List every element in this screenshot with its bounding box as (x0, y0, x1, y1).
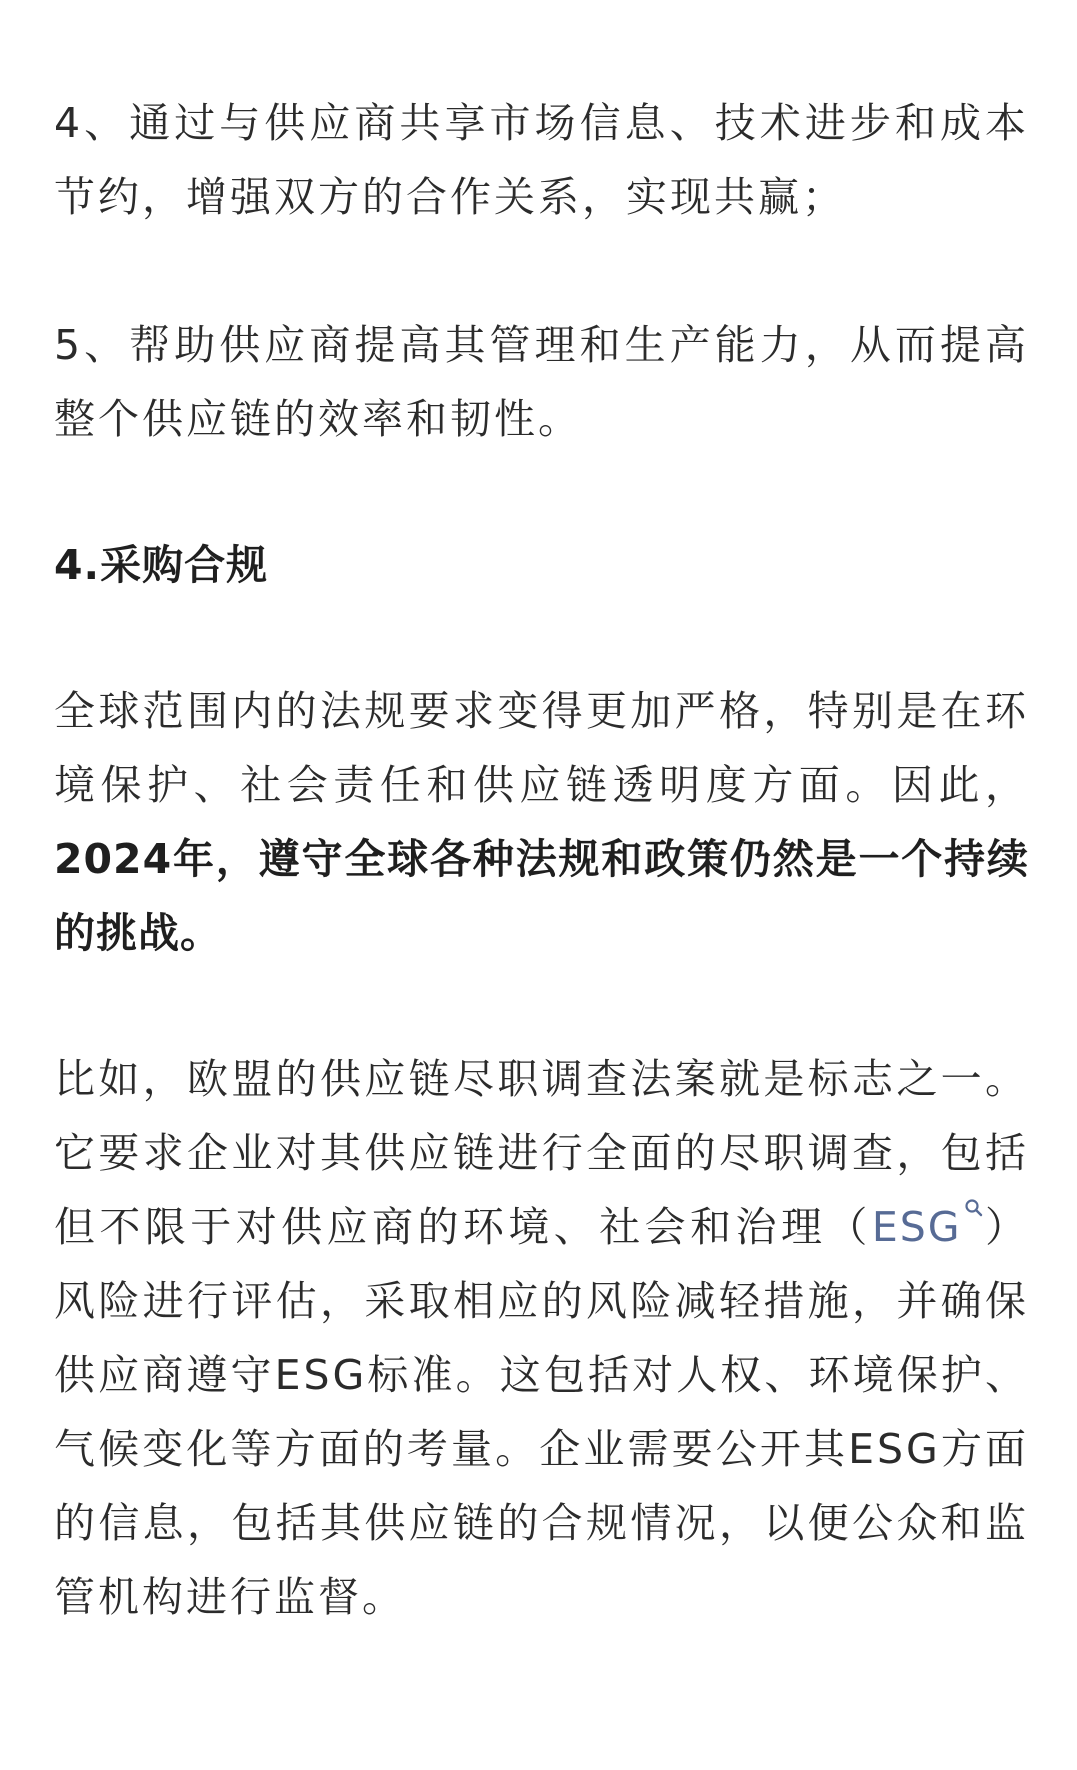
eu-text-after: ）风险进行评估，采取相应的风险减轻措施，并确保供应商遵守ESG标准。这包括对人权、环境保护、气候变化等方面的考量。企业需要公开其ESG方面的信息，包括其供应链的合规情况，以便公众和监管机构进行监督。 (54, 1203, 1029, 1621)
article-body (54, 86, 1029, 1634)
eu-text-before: 比如，欧盟的供应链尽职调查法案就是标志之一。它要求企业对其供应链进行全面的尽职调查，包括但不限于对供应商的环境、社会和治理（ (54, 1055, 1029, 1251)
esg-search-link[interactable] (872, 1203, 984, 1251)
esg-link-label[interactable]: ESG (871, 1203, 962, 1251)
compliance-intro-text: 全球范围内的法规要求变得更加严格，特别是在环境保护、社会责任和供应链透明度方面。因此， (54, 687, 1029, 809)
search-icon[interactable] (964, 1190, 984, 1220)
compliance-emphasis: 2024年，遵守全球各种法规和政策仍然是一个持续的挑战。 (54, 835, 1029, 957)
section-heading: 4.采购合规 (54, 541, 269, 589)
paragraph-supplier-collaboration: 4、通过与供应商共享市场信息、技术进步和成本节约，增强双方的合作关系，实现共赢； (54, 99, 1029, 221)
paragraph-compliance-intro (54, 674, 1029, 970)
paragraph-supplier-capability: 5、帮助供应商提高其管理和生产能力，从而提高整个供应链的效率和韧性。 (54, 321, 1029, 443)
paragraph-eu-due-diligence (54, 1042, 1029, 1634)
